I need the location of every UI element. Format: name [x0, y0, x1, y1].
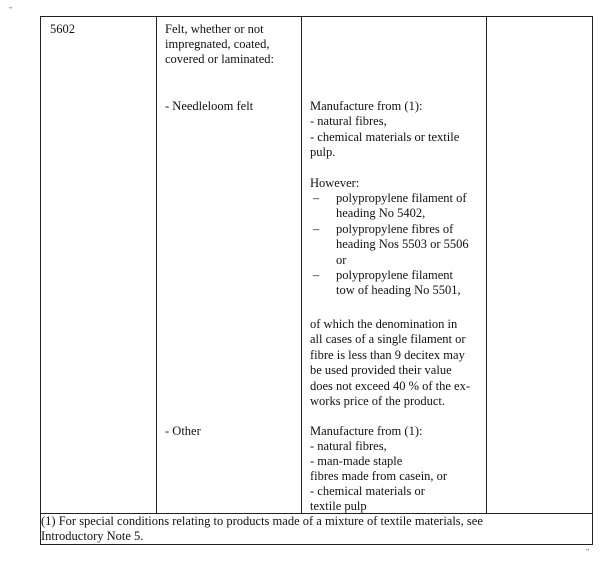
rule-line: - chemical materials or: [310, 484, 425, 498]
rule-line: - chemical materials or textile: [310, 129, 460, 144]
description-cell: [157, 17, 302, 514]
heading-code: 5602: [50, 22, 75, 36]
denomination-condition: [310, 317, 486, 409]
other-label: [165, 424, 299, 439]
description-line: impregnated, coated,: [165, 37, 270, 51]
condition-line: does not exceed 40 % of the ex-: [310, 378, 471, 393]
alternative-rule-cell: [487, 17, 593, 514]
product-description: [165, 22, 299, 67]
table-row-5602: [41, 17, 593, 514]
exception-line: heading No 5402,: [336, 206, 426, 221]
exception-line: tow of heading No 5501,: [336, 283, 461, 298]
footnote-line: Introductory Note 5.: [41, 529, 144, 543]
needleloom-label-text: - Needleloom felt: [165, 99, 254, 113]
exception-line: heading Nos 5503 or 5506: [336, 237, 469, 252]
condition-line: be used provided their value: [310, 363, 452, 378]
scan-mark-top-left: ”: [9, 6, 13, 14]
exception-item: [310, 268, 486, 299]
needleloom-felt-label: [165, 99, 299, 114]
dash-marker: –: [313, 268, 320, 283]
working-rule-cell: [302, 17, 487, 514]
dash-marker: –: [313, 221, 320, 236]
other-label-text: - Other: [165, 424, 201, 438]
condition-line: all cases of a single filament or: [310, 332, 466, 347]
exception-item: [310, 191, 486, 222]
exception-line: polypropylene filament: [336, 268, 453, 283]
footnote-line: (1) For special conditions relating to products made of a mixture of textile materials, see: [41, 514, 483, 528]
footnote-cell: [41, 514, 593, 545]
rule-line: - man-made staple: [310, 454, 403, 468]
footnote: [41, 514, 592, 544]
footnote-row: [41, 514, 593, 545]
rules-of-origin-table: [40, 16, 593, 545]
rule-line: textile pulp: [310, 499, 367, 513]
exception-item: [310, 222, 486, 268]
exception-line: polypropylene filament of: [336, 191, 467, 206]
rule-line: - natural fibres,: [310, 114, 387, 129]
description-line: covered or laminated:: [165, 52, 274, 66]
rule-line: fibres made from casein, or: [310, 469, 448, 483]
scan-mark-bottom-right: ”: [586, 548, 590, 556]
exception-line: or: [336, 252, 347, 267]
condition-line: works price of the product.: [310, 394, 446, 409]
rule-line: Manufacture from (1):: [310, 99, 423, 113]
heading-code-cell: [41, 17, 157, 514]
condition-line: of which the denomination in: [310, 317, 458, 331]
description-line: Felt, whether or not: [165, 22, 264, 36]
dash-marker: –: [313, 191, 320, 206]
rule-line: - natural fibres,: [310, 439, 387, 453]
rule-line: Manufacture from (1):: [310, 424, 423, 438]
exception-line: polypropylene fibres of: [336, 221, 454, 236]
other-rule: [310, 424, 486, 514]
however-label: However:: [310, 175, 360, 190]
rule-line: pulp.: [310, 145, 336, 160]
condition-line: fibre is less than 9 decitex may: [310, 347, 465, 362]
needleloom-rule: [310, 99, 486, 299]
